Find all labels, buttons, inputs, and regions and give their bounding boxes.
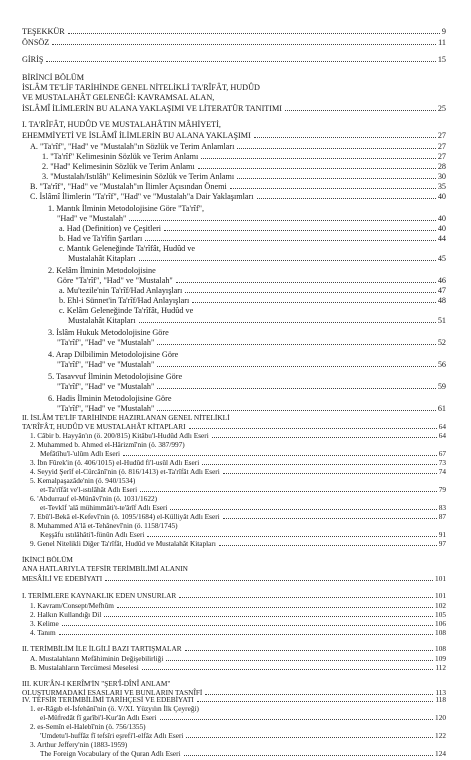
toc-entry-title: B. Mustalahların Tercümesi Meselesi (30, 663, 139, 672)
subsection-title-line: c. Mantık Geleneğinde Ta'rîfât, Hudûd ve (59, 244, 196, 253)
toc-entry (40, 486, 446, 494)
toc-entry-title: "Ta'rîf", "Had" ve "Mustalah" (57, 382, 155, 391)
toc-entry-page: 122 (435, 731, 446, 740)
toc-entry-title: IV. TEFSİR TERİMBİLİMİ TARİHÇESİ VE EDEBİYATI (22, 695, 194, 704)
toc-entry-page: 101 (435, 591, 446, 600)
toc-entry-title: A. Mustalahların Mefâhiminin Değişebilirliği (30, 654, 164, 663)
toc-entry (22, 56, 446, 64)
toc-entry-title: C. İslâmî İlimlerin "Ta'rîf", "Had" ve "Mustalah"a Dair Yaklaşımları (30, 192, 254, 201)
part-title-line: ANA HATLARIYLA TEFSİR TERİMBİLİMİ ALANIN (22, 564, 188, 573)
toc-entry-title: B. "Ta'rîf", "Had" ve "Mustalah"ın İlimler Açısından Önemi (30, 182, 227, 191)
toc-entry-page: 64 (438, 431, 446, 440)
toc-entry-page: 108 (435, 644, 446, 653)
toc-entry-page: 40 (437, 192, 446, 201)
toc-entry (59, 225, 446, 233)
toc-entry-title: 'Umdetu'l-huffâz fî tefsîri eşrefi'l-elfâz Adlı Eseri (40, 731, 184, 740)
toc-entry (30, 540, 446, 548)
toc-entry-title: "Had" ve "Mustalah" (57, 214, 127, 223)
subsection-title-line: 5. Tasavvuf İlminin Metodolojisine Göre (48, 372, 183, 381)
toc-entry (22, 645, 446, 653)
toc-entry (40, 732, 446, 740)
toc-entry-title: b. Ehl-i Sünnet'in Ta'rîf/Had Anlayışları (59, 296, 190, 305)
entry-title-line: 2. Muhammed b. Ahmed el-Hârizmî'nin (ö. 387/997) (30, 440, 185, 449)
section-title-line: I. TA'RÎFÂT, HUDÛD VE MUSTALAHÂTIN MÂHİYETİ, (22, 120, 221, 129)
toc-entry (22, 132, 446, 140)
toc-entry-page: 25 (437, 104, 446, 113)
entry-title-line: 6. 'Abdurrauf el-Münâvî'nin (ö. 1031/1622) (30, 494, 158, 503)
toc-entry (40, 750, 446, 758)
toc-entry (42, 163, 446, 171)
toc-entry (22, 28, 446, 36)
toc-entry (30, 143, 446, 151)
subsection-title-line: 2. Kelâm İlminin Metodolojisine (48, 266, 156, 275)
toc-entry-title: The Foreign Vocabulary of the Quran Adlı Eseri (40, 749, 181, 758)
toc-entry-page: 97 (438, 539, 446, 548)
toc-entry (30, 655, 446, 663)
toc-entry-page: 52 (437, 338, 446, 347)
toc-entry-page: 27 (437, 152, 446, 161)
toc-entry-title: 2. "Had" Kelimesinin Sözlük ve Terim Anlamı (42, 162, 195, 171)
toc-entry-page: 48 (437, 296, 446, 305)
toc-entry-page: 79 (438, 485, 446, 494)
toc-entry-page: 101 (435, 574, 446, 583)
section-title-line: III. KUR'ÂN-I KERÎM'İN "ŞER'Î-DÎNÎ ANLAM" (22, 679, 171, 688)
toc-entry-page: 73 (438, 458, 446, 467)
toc-entry-page: 74 (438, 467, 446, 476)
toc-entry-page: 45 (437, 254, 446, 263)
toc-entry-title: Keşşâfu ıstılâhâti'l-fünûn Adlı Eseri (40, 530, 145, 539)
toc-entry-page: 83 (438, 503, 446, 512)
toc-entry-title: 4. Tanım (30, 628, 56, 637)
toc-entry-page: 112 (435, 663, 446, 672)
toc-entry-page: 27 (437, 131, 446, 140)
toc-entry-title: TEŞEKKÜR (22, 27, 65, 36)
toc-entry (57, 361, 446, 369)
toc-entry-title: 7. Ebû'l-Bekâ el-Kefevî'nin (ö. 1095/1684) el-Külliyât Adlı Eseri (30, 512, 220, 521)
toc-entry (30, 611, 446, 619)
toc-entry-title: 9. Genel Nitelikli Diğer Ta'rîfât, Hudûd ve Mustalahât Kitapları (30, 539, 216, 548)
toc-entry-page: 87 (438, 512, 446, 521)
toc-entry (30, 664, 446, 672)
toc-entry (30, 602, 446, 610)
toc-entry-page: 11 (438, 38, 446, 47)
toc-entry (30, 459, 446, 467)
toc-entry-page: 51 (437, 316, 446, 325)
part-title-line: VE MUSTALAHÂT GELENEĞİ: KAVRAMSAL ALAN, (22, 93, 215, 102)
toc-entry (22, 423, 446, 431)
toc-entry-title: 2. Halkın Kullandığı Dil (30, 610, 102, 619)
toc-entry-title: et-Ta'rîfât ve'l-ıstılâhât Adlı Eseri (40, 485, 138, 494)
toc-entry-title: Göre "Ta'rîf", "Had" ve "Mustalah" (57, 276, 173, 285)
toc-entry-title: I. TERİMLERE KAYNAKLIK EDEN UNSURLAR (22, 591, 177, 600)
toc-entry-title: 3. "Mustalah/Istılâh" Kelimesinin Sözlük ve Terim Anlamı (42, 172, 235, 181)
toc-entry (30, 183, 446, 191)
toc-entry-title: 1. Câbir b. Hayyân'ın (ö. 200/815) Kitâbu'l-Hudûd Adlı Eseri (30, 431, 209, 440)
toc-entry (57, 215, 446, 223)
section-title-line: II. İSLÂM TE'LİF TARİHİNDE HAZIRLANAN GENEL NİTELİKLİ (22, 413, 230, 422)
toc-entry (30, 468, 446, 476)
toc-entry (59, 287, 446, 295)
toc-entry (40, 714, 446, 722)
toc-entry-page: 9 (441, 27, 446, 36)
toc-entry-title: "Ta'rîf", "Had" ve "Mustalah" (57, 404, 155, 413)
toc-entry-title: EHEMMİYETİ VE İSLÂMÎ İLİMLERİN BU ALANA YAKLAŞIMI (22, 131, 251, 140)
toc-entry-title: 1. "Ta'rîf" Kelimesinin Sözlük ve Terim Anlamı (42, 152, 199, 161)
toc-entry-title: A. "Ta'rîf", "Had" ve "Mustalah"ın Sözlük ve Terim Anlamları (30, 142, 235, 151)
toc-entry (57, 405, 446, 413)
toc-entry-page: 91 (438, 530, 446, 539)
entry-title-line: 1. er-Râgıb el-İsfehânî'nin (ö. V/XI. Yüzyılın İlk Çeyreği) (30, 704, 199, 713)
toc-entry (40, 450, 446, 458)
toc-entry-page: 15 (437, 55, 446, 64)
toc-entry-title: Mustalahât Kitapları (68, 316, 136, 325)
toc-entry-title: "Ta'rîf", "Had" ve "Mustalah" (57, 338, 155, 347)
subsection-title-line: 4. Arap Dilbilimin Metodolojisine Göre (48, 350, 179, 359)
toc-entry-page: 35 (437, 182, 446, 191)
toc-entry-title: Mefâtîhu'l-'ulûm Adlı Eseri (40, 449, 121, 458)
toc-entry (57, 383, 446, 391)
toc-entry (30, 629, 446, 637)
toc-entry (22, 696, 446, 704)
toc-entry-page: 120 (435, 713, 446, 722)
toc-entry-title: 3. Kelime (30, 619, 59, 628)
toc-entry-page: 44 (437, 234, 446, 243)
toc-entry-page: 109 (435, 654, 446, 663)
entry-title-line: 8. Muhammed A'lâ et-Tehânevî'nin (ö. 1158/1745) (30, 521, 178, 530)
toc-entry-title: İSLÂMÎ İLİMLERİN BU ALANA YAKLAŞIMI VE LİTERATÜR TANITIMI (22, 104, 283, 113)
toc-entry-title: a. Had (Definition) ve Çeşitleri (59, 224, 162, 233)
toc-entry-page: 46 (437, 276, 446, 285)
toc-entry-page: 40 (437, 224, 446, 233)
toc-entry-title: TA'RÎFÂT, HUDÛD VE MUSTALAHÂT KİTAPLARI (22, 422, 186, 431)
toc-entry (42, 153, 446, 161)
toc-entry (42, 173, 446, 181)
toc-entry-page: 27 (437, 142, 446, 151)
subsection-title-line: 6. Hadis İlminin Metodolojisine Göre (48, 394, 172, 403)
toc-entry-page: 108 (435, 628, 446, 637)
toc-entry (59, 235, 446, 243)
toc-entry (40, 531, 446, 539)
toc-entry (30, 432, 446, 440)
entry-title-line: 5. Kemalpaşazâde'nin (ö. 940/1534) (30, 476, 136, 485)
toc-entry-page: 28 (437, 162, 446, 171)
toc-entry-title: et-Tevkîf 'alâ mühimmâti't-te'ârîf Adlı Eseri (40, 503, 168, 512)
toc-entry (22, 575, 446, 583)
toc-entry-title: a. Mu'tezile'nin Ta'rîf/Had Anlayışları (59, 286, 183, 295)
toc-entry-page: 118 (435, 695, 446, 704)
toc-entry-title: 3. İbn Fûrek'in (ö. 406/1015) el-Hudûd fi'l-usûl Adlı Eseri (30, 458, 200, 467)
toc-entry-page: 106 (435, 619, 446, 628)
toc-entry-page: 105 (435, 610, 446, 619)
toc-entry-page: 59 (437, 382, 446, 391)
toc-entry (40, 504, 446, 512)
toc-entry-title: "Ta'rîf", "Had" ve "Mustalah" (57, 360, 155, 369)
subsection-title-line: c. Kelâm Geleneğinde Ta'rîfât, Hudûd ve (59, 306, 194, 315)
toc-entry-title: Mustalahât Kitapları (68, 254, 136, 263)
entry-title-line: 3. Arthur Jeffery'nin (1883-1959) (30, 740, 128, 749)
toc-entry (30, 193, 446, 201)
toc-entry (30, 620, 446, 628)
toc-entry (57, 277, 446, 285)
toc-entry (22, 592, 446, 600)
toc-entry (30, 513, 446, 521)
toc-entry (22, 105, 446, 113)
toc-entry-title: 1. Kavram/Consept/Mefhûm (30, 601, 114, 610)
toc-entry (57, 339, 446, 347)
toc-entry-title: el-Müfredât fî garîbi'l-Kur'ân Adlı Eseri (40, 713, 157, 722)
toc-entry (68, 317, 446, 325)
toc-entry-title: II. TERİMBİLİM İLE İLGİLİ BAZI TARTIŞMALAR (22, 644, 182, 653)
toc-entry-page: 56 (437, 360, 446, 369)
toc-entry-title: ÖNSÖZ (22, 38, 50, 47)
toc-entry-page: 47 (437, 286, 446, 295)
toc-entry-title: GİRİŞ (22, 55, 44, 64)
toc-entry-page: 102 (435, 601, 446, 610)
toc-entry-page: 30 (437, 172, 446, 181)
toc-entry-page: 61 (437, 404, 446, 413)
part-title-line: İSLÂM TE'LİF TARİHİNDE GENEL NİTELİKLİ TA'RÎFÂT, HUDÛD (22, 83, 260, 92)
toc-entry (59, 297, 446, 305)
toc-entry-page: 67 (438, 449, 446, 458)
toc-entry-page: 64 (438, 422, 446, 431)
toc-entry-title: 4. Seyyid Şerîf el-Cürcânî'nin (ö. 816/1413) et-Ta'rîfât Adlı Eseri (30, 467, 220, 476)
toc-entry-title: b. Had ve Ta'rîfin Şartları (59, 234, 143, 243)
toc-entry-title: OLUŞTURMADAKİ ESASLARI VE BUNLARIN TASNÎFİ (22, 688, 203, 697)
subsection-title-line: 1. Mantık İlminin Metodolojisine Göre "Ta'rîf", (48, 204, 205, 213)
subsection-title-line: 3. İslâm Hukuk Metodolojisine Göre (48, 328, 169, 337)
part-heading: BİRİNCİ BÖLÜM (22, 73, 85, 82)
toc-entry-page: 113 (435, 688, 446, 697)
toc-entry-page: 124 (435, 749, 446, 758)
entry-title-line: 2. es-Semîn el-Halebî'nin (ö. 756/1355) (30, 722, 146, 731)
part-heading: İKİNCİ BÖLÜM (22, 555, 73, 564)
toc-entry (68, 255, 446, 263)
toc-entry-page: 40 (437, 214, 446, 223)
toc-entry-title: MESÂİLİ VE EDEBİYATI (22, 574, 103, 583)
toc-entry (22, 39, 446, 47)
